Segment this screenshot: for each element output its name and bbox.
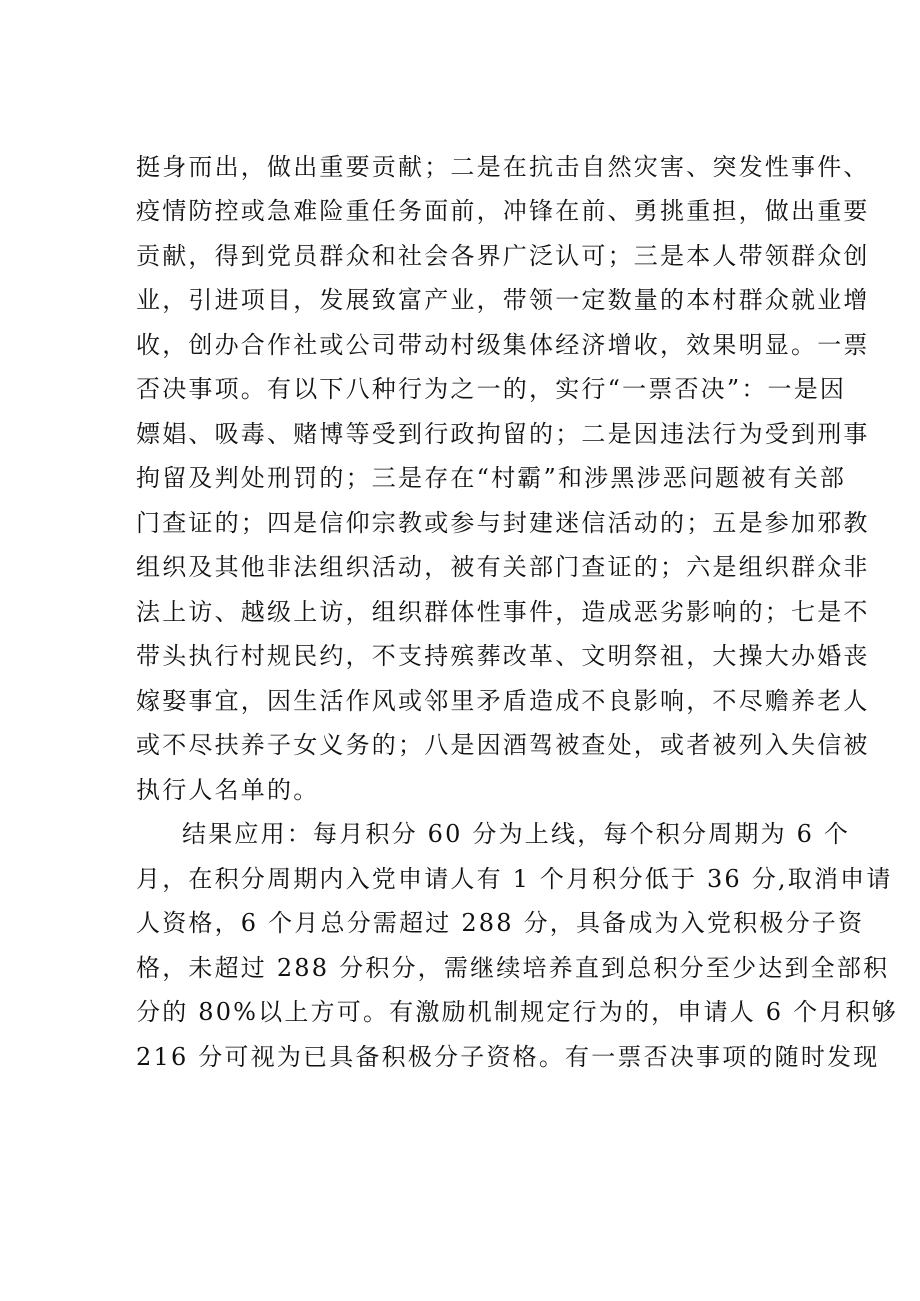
- text-line: 组织及其他非法组织活动，被有关部门查证的；六是组织群众非: [136, 553, 870, 581]
- text-line: 否决事项。有以下八种行为之一的，实行“一票否决”：一是因: [136, 375, 847, 403]
- text-line: 业，引进项目，发展致富产业，带领一定数量的本村群众就业增: [136, 286, 870, 314]
- text-line: 嫖娼、吸毒、赌博等受到行政拘留的；二是因违法行为受到刑事: [136, 420, 870, 448]
- text-line: 带头执行村规民约，不支持殡葬改革、文明祭祖，大操大办婚丧: [136, 642, 870, 670]
- text-line: 格，未超过 288 分积分，需继续培养直到总积分至少达到全部积: [136, 954, 890, 982]
- text-line: 拘留及判处刑罚的；三是存在“村霸”和涉黑涉恶问题被有关部: [136, 464, 847, 492]
- text-line: 216 分可视为已具备积极分子资格。有一票否决事项的随时发现: [136, 1043, 880, 1071]
- text-line: 疫情防控或急难险重任务面前，冲锋在前、勇挑重担，做出重要: [136, 197, 870, 225]
- text-line: 挺身而出，做出重要贡献；二是在抗击自然灾害、突发性事件、: [136, 153, 870, 181]
- text-line: 嫁娶事宜，因生活作风或邻里矛盾造成不良影响，不尽赡养老人: [136, 687, 870, 715]
- text-line: 门查证的；四是信仰宗教或参与封建迷信活动的；五是参加邪教: [136, 509, 870, 537]
- paragraph-first-line: 结果应用：每月积分 60 分为上线，每个积分周期为 6 个: [182, 820, 851, 848]
- text-line: 执行人名单的。: [136, 776, 320, 804]
- text-line: 或不尽扶养子女义务的；八是因酒驾被查处，或者被列入失信被: [136, 731, 870, 759]
- text-line: 收，创办合作社或公司带动村级集体经济增收，效果明显。一票: [136, 331, 870, 359]
- text-line: 人资格，6 个月总分需超过 288 分，具备成为入党积极分子资: [136, 909, 865, 937]
- text-line: 月，在积分周期内入党申请人有 1 个月积分低于 36 分,取消申请: [136, 865, 893, 893]
- text-line: 法上访、越级上访，组织群体性事件，造成恶劣影响的；七是不: [136, 598, 870, 626]
- text-line: 贡献，得到党员群众和社会各界广泛认可；三是本人带领群众创: [136, 242, 870, 270]
- text-line: 分的 80%以上方可。有激励机制规定行为的，申请人 6 个月积够: [136, 998, 898, 1026]
